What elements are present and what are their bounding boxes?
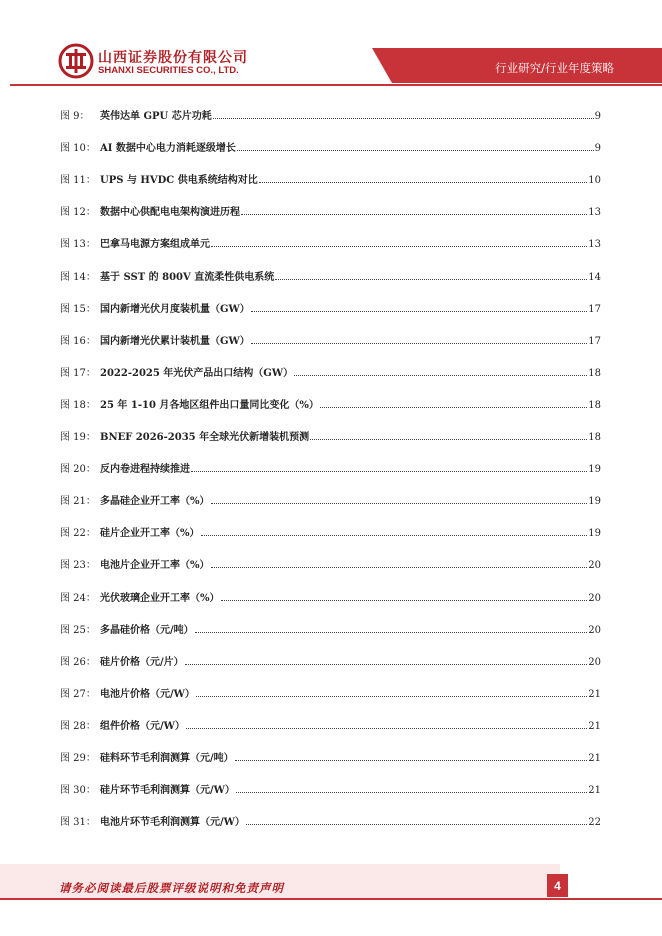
toc-dot-leader [320,399,587,408]
toc-page-number: 21 [588,753,601,764]
toc-entry[interactable] [60,589,601,607]
toc-figure-title: 硅料环节毛利润测算（元/吨） [100,753,234,764]
toc-figure-label: 图 16： [60,335,96,347]
toc-figure-title: 电池片企业开工率（%） [100,560,210,572]
toc-figure-title: 多晶硅价格（元/吨） [100,624,194,636]
toc-figure-title: 硅片环节毛利润测算（元/W） [100,785,235,797]
toc-figure-title: UPS 与 HVDC 供电系统结构对比 [100,175,258,187]
toc-entry[interactable] [60,235,601,253]
toc-dot-leader [186,720,587,729]
toc-entry[interactable] [60,492,601,510]
toc-figure-label: 图 14： [60,271,96,283]
toc-figure-title: 2022-2025 年光伏产品出口结构（GW） [100,367,294,379]
toc-dot-leader [294,367,587,376]
toc-figure-title: 数据中心供配电电架构演进历程 [100,207,240,219]
toc-figure-title: 英伟达单 GPU 芯片功耗 [100,111,212,122]
page-header [0,0,662,92]
toc-figure-title: 硅片企业开工率（%） [100,528,200,540]
toc-page-number: 18 [588,367,601,379]
toc-entry[interactable] [60,460,601,478]
disclaimer-notice: 请务必阅读最后股票评级说明和免责声明 [59,881,284,895]
toc-page-number: 9 [594,143,601,155]
toc-figure-label: 图 17： [60,367,96,379]
toc-dot-leader [211,238,587,247]
toc-figure-label: 图 29： [60,753,96,764]
toc-figure-label: 图 27： [60,688,96,700]
toc-figure-label: 图 9： [60,111,90,122]
toc-figure-label: 图 30： [60,785,96,797]
toc-figure-label: 图 28： [60,720,96,732]
toc-figure-label: 图 31： [60,817,96,829]
toc-dot-leader [201,527,588,536]
toc-dot-leader [259,174,588,183]
toc-page-number: 21 [588,688,601,700]
toc-entry[interactable] [60,268,601,286]
toc-entry[interactable] [60,364,601,382]
toc-figure-title: 电池片环节毛利润测算（元/W） [100,817,245,829]
toc-entry[interactable] [60,813,601,831]
toc-entry[interactable] [60,717,601,735]
toc-dot-leader [196,688,587,697]
toc-figure-label: 图 11： [60,175,96,187]
toc-page-number: 19 [588,464,601,476]
toc-page-number: 19 [588,496,601,508]
toc-entry[interactable] [60,107,601,125]
toc-figure-label: 图 24： [60,592,96,604]
toc-entry[interactable] [60,685,601,703]
toc-dot-leader [221,592,588,601]
toc-dot-leader [251,335,587,344]
toc-page-number: 18 [588,399,601,411]
toc-figure-label: 图 18： [60,399,96,411]
toc-dot-leader [213,110,594,119]
toc-figure-label: 图 23： [60,560,96,572]
toc-entry[interactable] [60,524,601,542]
toc-figure-label: 图 21： [60,496,96,508]
toc-figure-label: 图 22： [60,528,96,540]
toc-figure-label: 图 19： [60,432,96,443]
toc-figure-label: 图 26： [60,656,96,668]
toc-entry[interactable] [60,396,601,414]
toc-entry[interactable] [60,653,601,671]
shanxi-securities-logo-icon [58,43,94,79]
toc-dot-leader [275,271,587,280]
toc-figure-title: 国内新增光伏月度装机量（GW） [100,303,250,315]
toc-page-number: 17 [588,303,601,315]
header-banner [0,0,662,92]
toc-figure-title: 巴拿马电源方案组成单元 [100,239,210,251]
toc-dot-leader [195,624,588,633]
toc-entry[interactable] [60,171,601,189]
toc-page-number: 17 [588,335,601,347]
toc-page-number: 20 [588,592,601,604]
toc-figure-label: 图 12： [60,207,96,219]
toc-page-number: 20 [588,656,601,668]
toc-dot-leader [251,303,587,312]
toc-page-number: 19 [588,528,601,540]
toc-dot-leader [246,816,587,825]
toc-dot-leader [236,784,587,793]
toc-dot-leader [191,463,587,472]
toc-figure-title: 国内新增光伏累计装机量（GW） [100,335,250,347]
toc-dot-leader [185,656,588,665]
toc-figure-title: 25 年 1-10 月各地区组件出口量同比变化（%） [100,399,319,411]
toc-figure-title: 多晶硅企业开工率（%） [100,496,210,508]
page-number: 4 [547,874,568,897]
toc-entry[interactable] [60,139,601,157]
toc-figure-title: 电池片价格（元/W） [100,688,195,700]
toc-dot-leader [235,752,588,761]
toc-figure-label: 图 25： [60,624,96,636]
toc-entry[interactable] [60,556,601,574]
toc-entry[interactable] [60,781,601,799]
toc-page-number: 10 [588,175,601,187]
toc-dot-leader [237,142,594,151]
toc-figure-title: 光伏玻璃企业开工率（%） [100,592,220,604]
toc-dot-leader [211,495,588,504]
toc-entry[interactable] [60,749,601,767]
toc-figure-title: 反内卷进程持续推进 [100,464,190,476]
toc-page-number: 9 [594,111,601,122]
toc-figure-label: 图 10： [60,143,96,155]
company-name-en: SHANXI SECURITIES CO., LTD. [98,65,239,76]
toc-page-number: 20 [588,624,601,636]
toc-page-number: 21 [588,785,601,797]
toc-page-number: 13 [588,207,601,219]
toc-figure-label: 图 20： [60,464,96,476]
toc-figure-title: 组件价格（元/W） [100,720,185,732]
toc-entry[interactable] [60,621,601,639]
toc-figure-label: 图 13： [60,239,96,251]
report-type-label: 行业研究/行业年度策略 [495,61,614,75]
toc-entry[interactable] [60,428,601,446]
toc-figure-title: AI 数据中心电力消耗逐级增长 [100,143,236,155]
toc-dot-leader [241,206,587,215]
toc-page-number: 20 [588,560,601,572]
company-name-cn: 山西证券股份有限公司 [98,50,248,66]
toc-figure-title: 硅片价格（元/片） [100,656,184,668]
toc-entry[interactable] [60,300,601,318]
toc-page-number: 13 [588,239,601,251]
toc-page-number: 14 [588,271,601,283]
toc-figure-title: BNEF 2026-2035 年全球光伏新增装机预测 [100,432,310,443]
toc-dot-leader [310,431,587,440]
toc-page-number: 22 [588,817,601,829]
toc-dot-leader [211,559,588,568]
toc-entry[interactable] [60,203,601,221]
toc-page-number: 21 [588,720,601,732]
toc-entry[interactable] [60,332,601,350]
toc-figure-title: 基于 SST 的 800V 直流柔性供电系统 [100,271,275,283]
toc-figure-label: 图 15： [60,303,96,315]
toc-page-number: 18 [588,432,601,443]
